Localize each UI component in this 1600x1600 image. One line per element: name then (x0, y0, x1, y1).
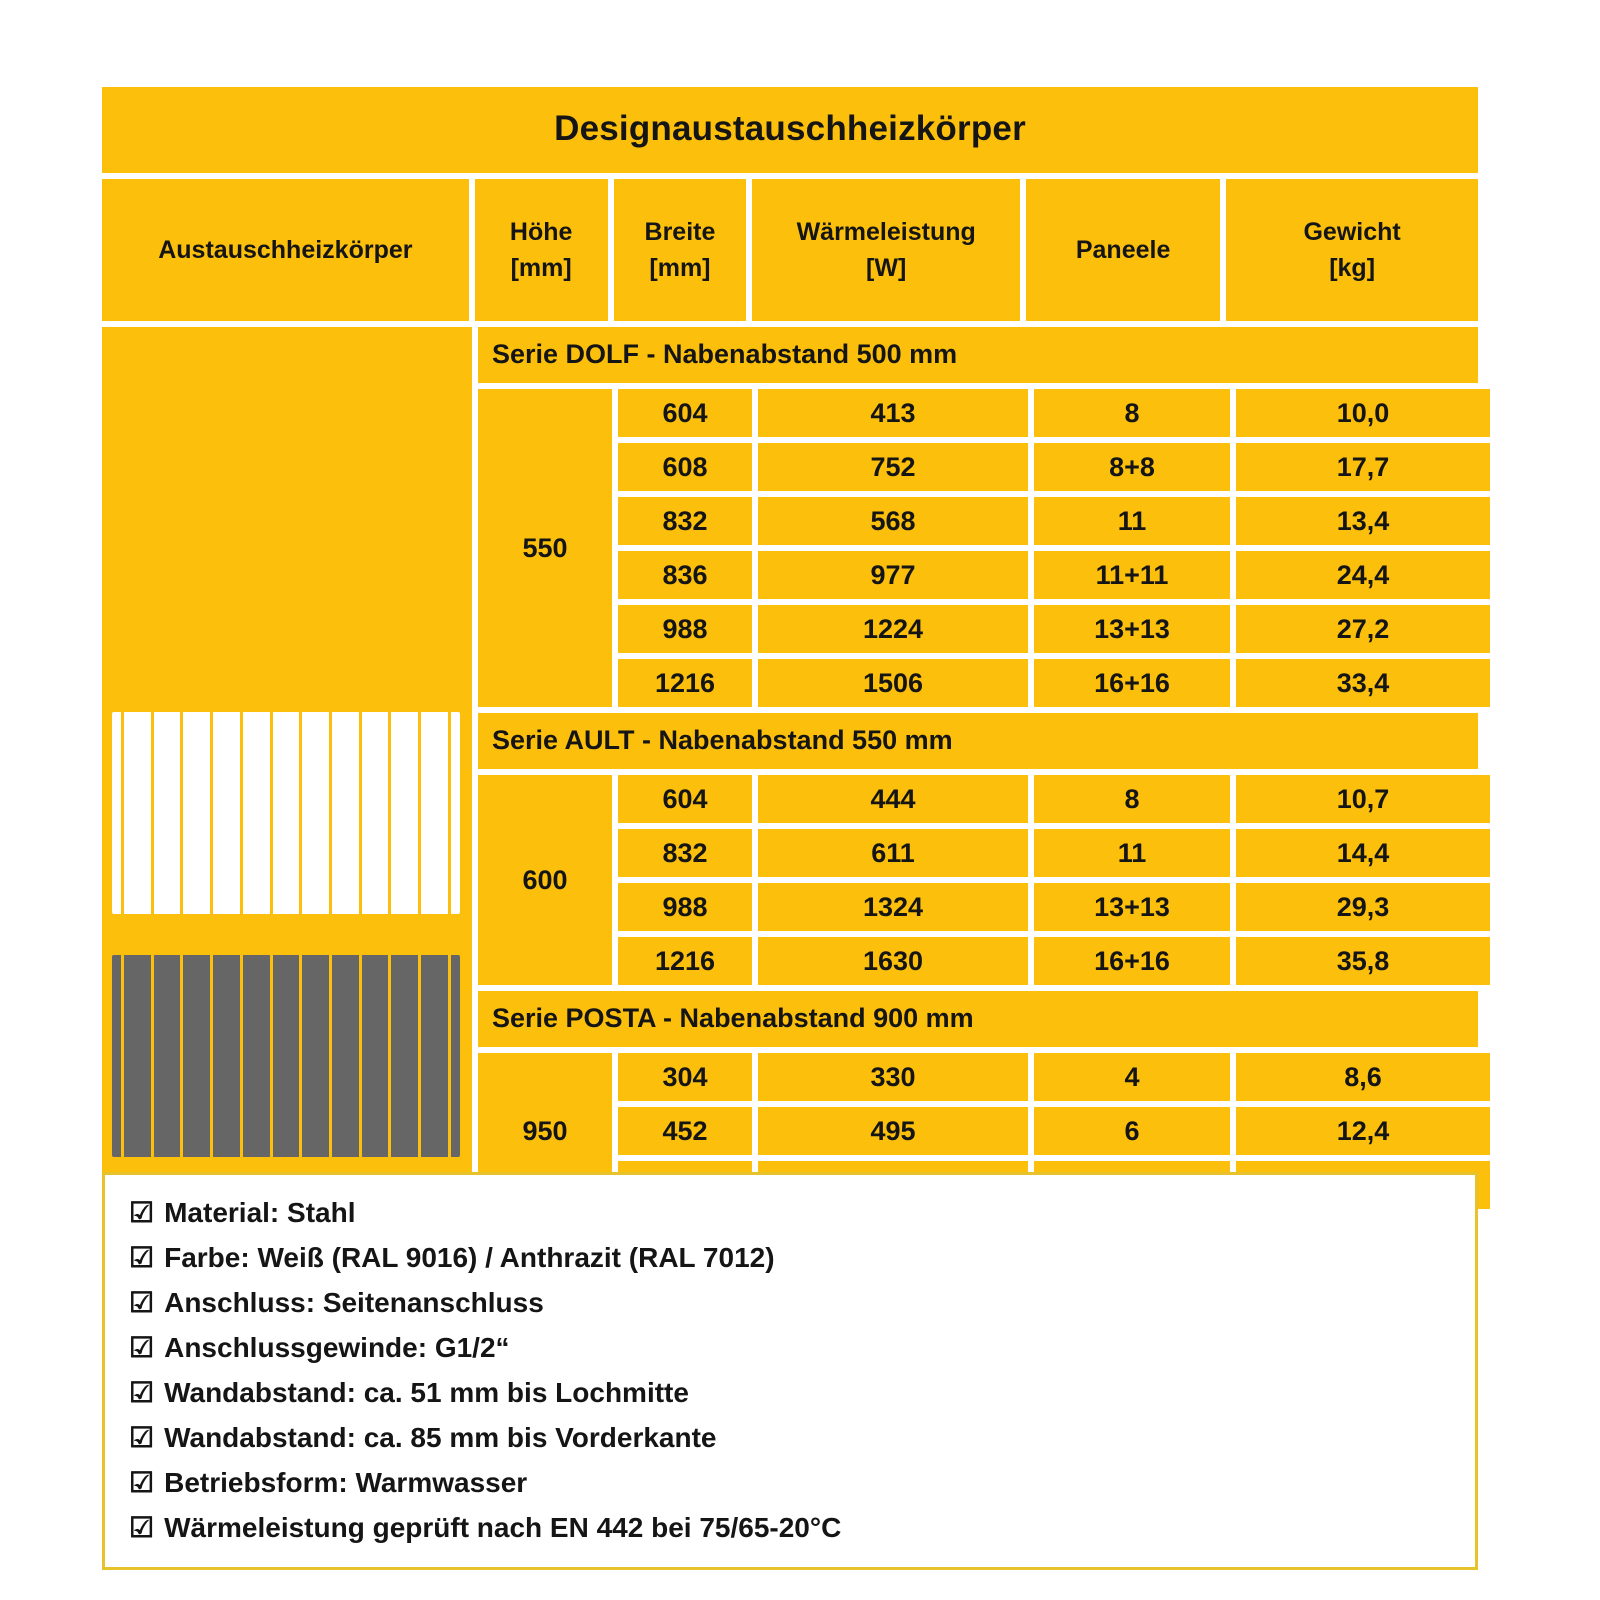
radiator-anthracite-fins (112, 964, 460, 1148)
cell-gew: 35,8 (1236, 937, 1490, 985)
table-header-row (102, 179, 1478, 321)
table-row (618, 883, 1490, 931)
series-height-cell: 950 (478, 1053, 612, 1209)
column-header-paneele-label: Paneele (1075, 235, 1171, 264)
column-header-waermeleistung (752, 179, 1020, 321)
column-header-gewicht-unit: [kg] (1329, 254, 1376, 282)
list-item (129, 1422, 1475, 1454)
cell-gew: 33,4 (1236, 659, 1490, 707)
cell-gew: 10,7 (1236, 775, 1490, 823)
column-header-waermeleistung-unit: [W] (866, 254, 907, 282)
cell-breite: 1216 (618, 659, 752, 707)
cell-pan: 13+13 (1034, 605, 1230, 653)
checkbox-checked-icon: ☑ (129, 1197, 155, 1228)
table-row (618, 775, 1490, 823)
cell-pan: 11+11 (1034, 551, 1230, 599)
column-header-hoehe (475, 179, 608, 321)
cell-gew: 24,4 (1236, 551, 1490, 599)
specification-list (102, 1172, 1478, 1570)
spec-text: Wärmeleistung geprüft nach EN 442 bei 75/65-20°C (164, 1512, 842, 1543)
cell-breite: 604 (618, 775, 752, 823)
page-title: Designaustauschheizkörper (102, 87, 1478, 173)
table-row (618, 551, 1490, 599)
table-row (618, 389, 1490, 437)
column-header-hoehe-unit: [mm] (510, 254, 572, 282)
series-band: Serie POSTA - Nabenabstand 900 mm (478, 991, 1478, 1047)
column-header-gewicht-label: Gewicht (1303, 217, 1401, 246)
cell-gew: 29,3 (1236, 883, 1490, 931)
column-header-breite-label: Breite (644, 217, 716, 246)
spec-text: Betriebsform: Warmwasser (164, 1467, 528, 1498)
radiator-anthracite-top-notches (112, 955, 460, 964)
cell-pan: 11 (1034, 497, 1230, 545)
series-band: Serie AULT - Nabenabstand 550 mm (478, 713, 1478, 769)
table-row (618, 659, 1490, 707)
cell-pan: 16+16 (1034, 937, 1230, 985)
radiator-anthracite-icon (112, 955, 460, 1157)
cell-pan: 13+13 (1034, 883, 1230, 931)
list-item (129, 1287, 1475, 1319)
list-item (129, 1467, 1475, 1499)
table-row (618, 443, 1490, 491)
list-item (129, 1332, 1475, 1364)
checkbox-checked-icon: ☑ (129, 1287, 155, 1318)
radiator-anthracite-bottom-notches (112, 1148, 460, 1157)
cell-gew: 14,4 (1236, 829, 1490, 877)
cell-breite: 988 (618, 605, 752, 653)
spec-text: Wandabstand: ca. 51 mm bis Lochmitte (164, 1377, 689, 1408)
series-group (478, 389, 1478, 707)
cell-waerme: 1324 (758, 883, 1028, 931)
radiator-white-fins (112, 721, 460, 905)
list-item (129, 1512, 1475, 1544)
cell-breite: 608 (618, 443, 752, 491)
table-row (618, 497, 1490, 545)
cell-breite: 832 (618, 829, 752, 877)
spec-text: Anschlussgewinde: G1/2“ (164, 1332, 510, 1363)
cell-pan: 11 (1034, 829, 1230, 877)
cell-breite: 836 (618, 551, 752, 599)
cell-breite: 304 (618, 1053, 752, 1101)
column-header-image-label: Austauschheizkörper (158, 235, 413, 264)
spec-text: Anschluss: Seitenanschluss (164, 1287, 544, 1318)
cell-waerme: 1224 (758, 605, 1028, 653)
cell-pan: 4 (1034, 1053, 1230, 1101)
cell-waerme: 977 (758, 551, 1028, 599)
series-data-column (478, 327, 1478, 1209)
table-row (618, 1053, 1490, 1101)
series-height-cell: 550 (478, 389, 612, 707)
cell-breite: 1216 (618, 937, 752, 985)
series-group (478, 775, 1478, 985)
series-height-cell: 600 (478, 775, 612, 985)
checkbox-checked-icon: ☑ (129, 1422, 155, 1453)
spec-table (102, 87, 1478, 1209)
table-row (618, 605, 1490, 653)
cell-gew: 12,4 (1236, 1107, 1490, 1155)
cell-pan: 8+8 (1034, 443, 1230, 491)
radiator-image-column (102, 327, 472, 1209)
cell-gew: 17,7 (1236, 443, 1490, 491)
cell-waerme: 1630 (758, 937, 1028, 985)
table-row (618, 937, 1490, 985)
cell-waerme: 568 (758, 497, 1028, 545)
cell-waerme: 752 (758, 443, 1028, 491)
checkbox-checked-icon: ☑ (129, 1242, 155, 1273)
cell-gew: 10,0 (1236, 389, 1490, 437)
cell-waerme: 444 (758, 775, 1028, 823)
cell-gew: 13,4 (1236, 497, 1490, 545)
spec-text: Farbe: Weiß (RAL 9016) / Anthrazit (RAL 7012) (164, 1242, 775, 1273)
radiator-white-top-notches (112, 712, 460, 721)
spec-text: Wandabstand: ca. 85 mm bis Vorderkante (164, 1422, 717, 1453)
cell-pan: 16+16 (1034, 659, 1230, 707)
checkbox-checked-icon: ☑ (129, 1467, 155, 1498)
cell-waerme: 611 (758, 829, 1028, 877)
column-header-hoehe-label: Höhe (509, 217, 573, 246)
cell-breite: 832 (618, 497, 752, 545)
table-row (618, 1107, 1490, 1155)
cell-pan: 8 (1034, 775, 1230, 823)
table-row (618, 829, 1490, 877)
column-header-gewicht (1226, 179, 1478, 321)
cell-breite: 988 (618, 883, 752, 931)
checkbox-checked-icon: ☑ (129, 1377, 155, 1408)
spec-text: Material: Stahl (164, 1197, 356, 1228)
cell-pan: 8 (1034, 389, 1230, 437)
cell-breite: 604 (618, 389, 752, 437)
cell-waerme: 1506 (758, 659, 1028, 707)
series-rows (618, 775, 1490, 985)
cell-breite: 452 (618, 1107, 752, 1155)
checkbox-checked-icon: ☑ (129, 1332, 155, 1363)
radiator-white-bottom-notches (112, 905, 460, 914)
radiator-white-icon (112, 712, 460, 914)
checkbox-checked-icon: ☑ (129, 1512, 155, 1543)
list-item (129, 1377, 1475, 1409)
series-band: Serie DOLF - Nabenabstand 500 mm (478, 327, 1478, 383)
series-rows (618, 389, 1490, 707)
column-header-waermeleistung-label: Wärmeleistung (796, 217, 976, 246)
list-item (129, 1242, 1475, 1274)
cell-waerme: 413 (758, 389, 1028, 437)
column-header-breite-unit: [mm] (649, 254, 711, 282)
list-item (129, 1197, 1475, 1229)
cell-pan: 6 (1034, 1107, 1230, 1155)
column-header-breite (614, 179, 747, 321)
cell-waerme: 495 (758, 1107, 1028, 1155)
table-body (102, 327, 1478, 1209)
cell-waerme: 330 (758, 1053, 1028, 1101)
cell-gew: 27,2 (1236, 605, 1490, 653)
column-header-paneele (1026, 179, 1220, 321)
cell-gew: 8,6 (1236, 1053, 1490, 1101)
column-header-image (102, 179, 469, 321)
